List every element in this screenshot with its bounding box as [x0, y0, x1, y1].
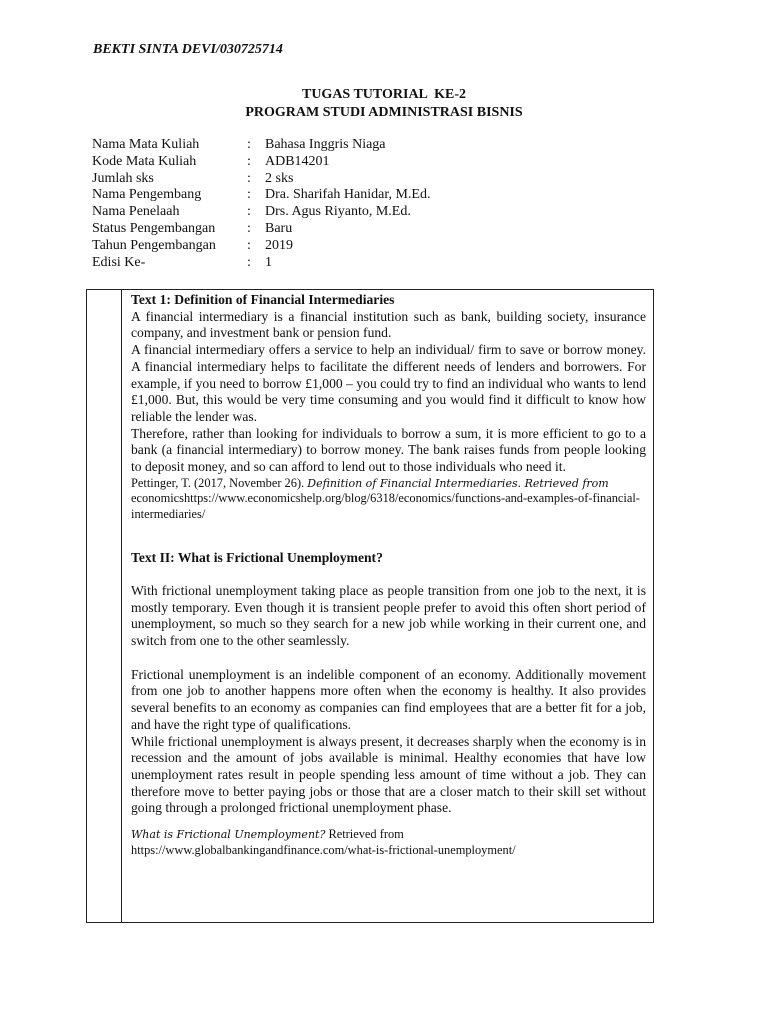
- title-line-2: PROGRAM STUDI ADMINISTRASI BISNIS: [245, 105, 523, 120]
- text1-reference-url: economicshttps://www.economicshelp.org/blog/6318/economics/functions-and-examples-of-financial-intermediaries/: [131, 491, 640, 521]
- info-row: [92, 171, 430, 188]
- text1-reference-author: Pettinger, T. (2017, November 26).: [131, 475, 308, 490]
- info-row: [92, 204, 430, 221]
- text2-paragraph-1: With frictional unemployment taking place as people transition from one job to the next, it is mostly temporary. Even though it is transient people prefer to avoid this often short period of unemployment, so much so they search for a new job while working in their current one, and switch from one to the other seamlessly.: [131, 582, 646, 649]
- info-value: Baru: [265, 220, 293, 236]
- info-colon: :: [247, 187, 251, 203]
- text2-heading: Text II: What is Frictional Unemployment?: [131, 550, 383, 566]
- text2-reference: [131, 827, 646, 858]
- info-value: Bahasa Inggris Niaga: [265, 137, 386, 152]
- info-colon: :: [247, 204, 251, 220]
- text2-reference-title: What is Frictional Unemployment?: [131, 828, 326, 842]
- info-row: [92, 137, 430, 154]
- document-title: [0, 86, 768, 122]
- info-row: [92, 221, 430, 238]
- text2-paragraph-3: While frictional unemployment is always present, it decreases sharply when the economy is in recession and the amount of jobs available is minimal. Healthy economies that have low unemployment rates result in people spending less amount of time without a job. They can therefore move to better paying jobs or those that are a closer match to their skill set without going through a prolonged frictional unemployment phase.: [131, 733, 646, 816]
- info-label: Jumlah sks: [92, 170, 154, 186]
- text1-paragraph-2: A financial intermediary offers a service to help an individual/ firm to save or borrow money. A financial intermediary helps to facilitate the different needs of lenders and borrowers. For example, if you need to borrow £1,000 – you could try to find an individual who wants to lend £1,000. But, this would be very time consuming and you would find it difficult to know how reliable the lender was.: [131, 342, 646, 424]
- info-row: [92, 187, 430, 204]
- info-label: Nama Penelaah: [92, 204, 180, 220]
- info-row: [92, 255, 430, 272]
- info-colon: :: [247, 254, 251, 270]
- info-value: 2019: [265, 237, 293, 253]
- text1-heading: Text 1: Definition of Financial Intermediaries: [131, 292, 395, 307]
- info-value: 2 sks: [265, 170, 294, 186]
- info-label: Nama Pengembang: [92, 187, 202, 203]
- info-value: Dra. Sharifah Hanidar, M.Ed.: [265, 187, 431, 203]
- info-colon: :: [247, 170, 251, 186]
- course-info-table: [92, 137, 430, 271]
- reading-texts-box: [86, 289, 654, 923]
- info-colon: :: [247, 137, 251, 152]
- author-line: BEKTI SINTA DEVI/030725714: [93, 42, 283, 57]
- info-label: Edisi Ke-: [92, 254, 146, 270]
- text2-reference-url: Retrieved from https://www.globalbankingandfinance.com/what-is-frictional-unemployment/: [131, 827, 516, 857]
- info-label: Tahun Pengembangan: [92, 237, 216, 253]
- text1-reference-title: Definition of Financial Intermediaries. Retrieved from: [307, 476, 609, 490]
- info-colon: :: [247, 153, 251, 169]
- info-row: [92, 154, 430, 171]
- info-label: Nama Mata Kuliah: [92, 137, 200, 152]
- title-line-1: TUGAS TUTORIAL KE-2: [301, 87, 467, 102]
- text1-paragraph-1: A financial intermediary is a financial institution such as bank, building society, insurance company, and investment bank or pension fund.: [131, 308, 646, 341]
- info-colon: :: [247, 220, 251, 236]
- info-label: Kode Mata Kuliah: [92, 153, 197, 169]
- info-row: [92, 238, 430, 255]
- info-value: ADB14201: [265, 153, 330, 169]
- info-value: Drs. Agus Riyanto, M.Ed.: [265, 204, 411, 220]
- info-colon: :: [247, 237, 251, 253]
- reading-content: [131, 292, 646, 858]
- text1-reference: [131, 476, 646, 523]
- text2-paragraph-2: Frictional unemployment is an indelible component of an economy. Additionally movement from one job to another happens more often when the economy is healthy. It also provides several benefits to an economy as companies can find employees that are a better fit for a job, and have the right type of qualifications.: [131, 666, 646, 732]
- text1-paragraph-3: Therefore, rather than looking for individuals to borrow a sum, it is more efficient to go to a bank (a financial intermediary) to borrow money. The bank raises funds from people looking to deposit money, and so can afford to lend out to those individuals who need it.: [131, 425, 646, 475]
- column-divider: [121, 290, 122, 922]
- info-label: Status Pengembangan: [92, 220, 216, 236]
- info-value: 1: [265, 254, 272, 270]
